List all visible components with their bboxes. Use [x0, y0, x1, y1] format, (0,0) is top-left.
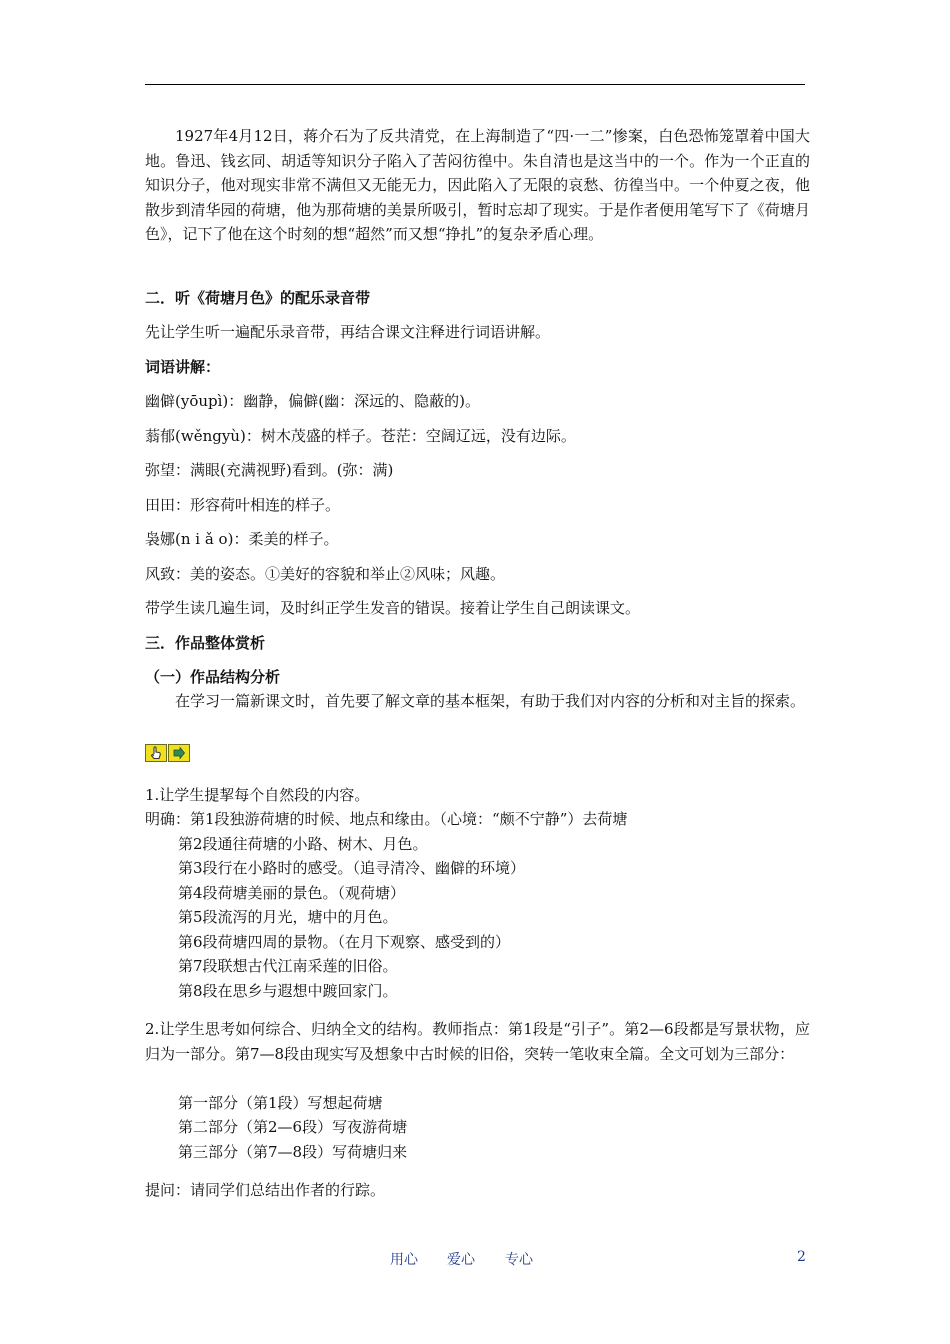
paragraph-summary: 第5段流泻的月光，塘中的月色。	[178, 908, 398, 926]
structure-subheading: （一）作品结构分析	[145, 668, 281, 686]
structure-intro: 在学习一篇新课文时，首先要了解文章的基本框架，有助于我们对内容的分析和对主旨的探索。	[175, 692, 806, 710]
section-2-text: 先让学生听一遍配乐录音带，再结合课文注释进行词语讲解。	[145, 323, 551, 341]
paragraph-summary: 第8段在思乡与遐想中踱回家门。	[178, 982, 398, 1000]
structure-part: 第一部分（第1段）写想起荷塘	[178, 1094, 383, 1112]
task-1: 1.让学生提挈每个自然段的内容。	[145, 786, 370, 804]
vocab-item: 弥望：满眼(充满视野)看到。(弥：满)	[145, 461, 394, 479]
header-rule	[145, 84, 805, 85]
arrow-right-icon[interactable]	[168, 744, 190, 762]
page-number: 2	[797, 1249, 806, 1265]
intro-paragraph: 1927年4月12日，蒋介石为了反共清党，在上海制造了“四·一二”惨案，白色恐怖笼罩着中国大地。鲁迅、钱玄同、胡适等知识分子陷入了苦闷彷徨中。朱自清也是这当中的一个。作为一个正直的知识分子，他对现实非常不满但又无能无力，因此陷入了无限的哀愁、彷徨当中。一个仲夏之夜，他散步到清华园的荷塘，他为那荷塘的美景所吸引，暂时忘却了现实。于是作者便用笔写下了《荷塘月色》，记下了他在这个时刻的想“超然”而又想“挣扎”的复杂矛盾心理。	[145, 127, 810, 243]
footer-motto: 用心	[390, 1252, 418, 1268]
paragraph-summary: 第4段荷塘美丽的景色。（观荷塘）	[178, 884, 406, 902]
section-2-heading: 二．听《荷塘月色》的配乐录音带	[145, 289, 371, 307]
resource-icons	[145, 744, 190, 762]
section-2-closing: 带学生读几遍生词，及时纠正学生发音的错误。接着让学生自己朗读课文。	[145, 599, 641, 617]
task-1-answer: 明确：第1段独游荷塘的时候、地点和缘由。（心境：“颇不宁静”）去荷塘	[145, 810, 628, 828]
vocab-item: 田田：形容荷叶相连的样子。	[145, 496, 341, 514]
vocab-item: 蓊郁(wěngyù)：树木茂盛的样子。苍茫：空阔辽远，没有边际。	[145, 427, 576, 445]
footer-motto: 爱心	[447, 1252, 475, 1268]
task-2: 2.让学生思考如何综合、归纳全文的结构。教师指点：第1段是“引子”。第2—6段都是写景状物，应归为一部分。第7—8段由现实写及想象中古时候的旧俗，突转一笔收束全篇。全文可划为三部分：	[145, 1020, 810, 1063]
vocab-heading: 词语讲解：	[145, 358, 221, 376]
footer-motto: 专心	[505, 1252, 533, 1268]
vocab-item: 风致：美的姿态。①美好的容貌和举止②风味；风趣。	[145, 565, 506, 583]
paragraph-summary: 第3段行在小路时的感受。（追寻清冷、幽僻的环境）	[178, 859, 526, 877]
paragraph-summary: 第6段荷塘四周的景物。（在月下观察、感受到的）	[178, 933, 511, 951]
section-3-heading: 三．作品整体赏析	[145, 634, 266, 652]
paragraph-summary: 第7段联想古代江南采莲的旧俗。	[178, 957, 398, 975]
structure-part: 第二部分（第2—6段）写夜游荷塘	[178, 1118, 408, 1136]
vocab-item: 幽僻(yōupì)：幽静，偏僻(幽：深远的、隐蔽的)。	[145, 392, 480, 410]
hand-pointer-icon[interactable]	[145, 744, 167, 762]
paragraph-summary: 第2段通往荷塘的小路、树木、月色。	[178, 835, 428, 853]
question: 提问：请同学们总结出作者的行踪。	[145, 1181, 386, 1199]
structure-part: 第三部分（第7—8段）写荷塘归来	[178, 1143, 408, 1161]
vocab-item: 袅娜(n i ǎ o)：柔美的样子。	[145, 530, 339, 548]
